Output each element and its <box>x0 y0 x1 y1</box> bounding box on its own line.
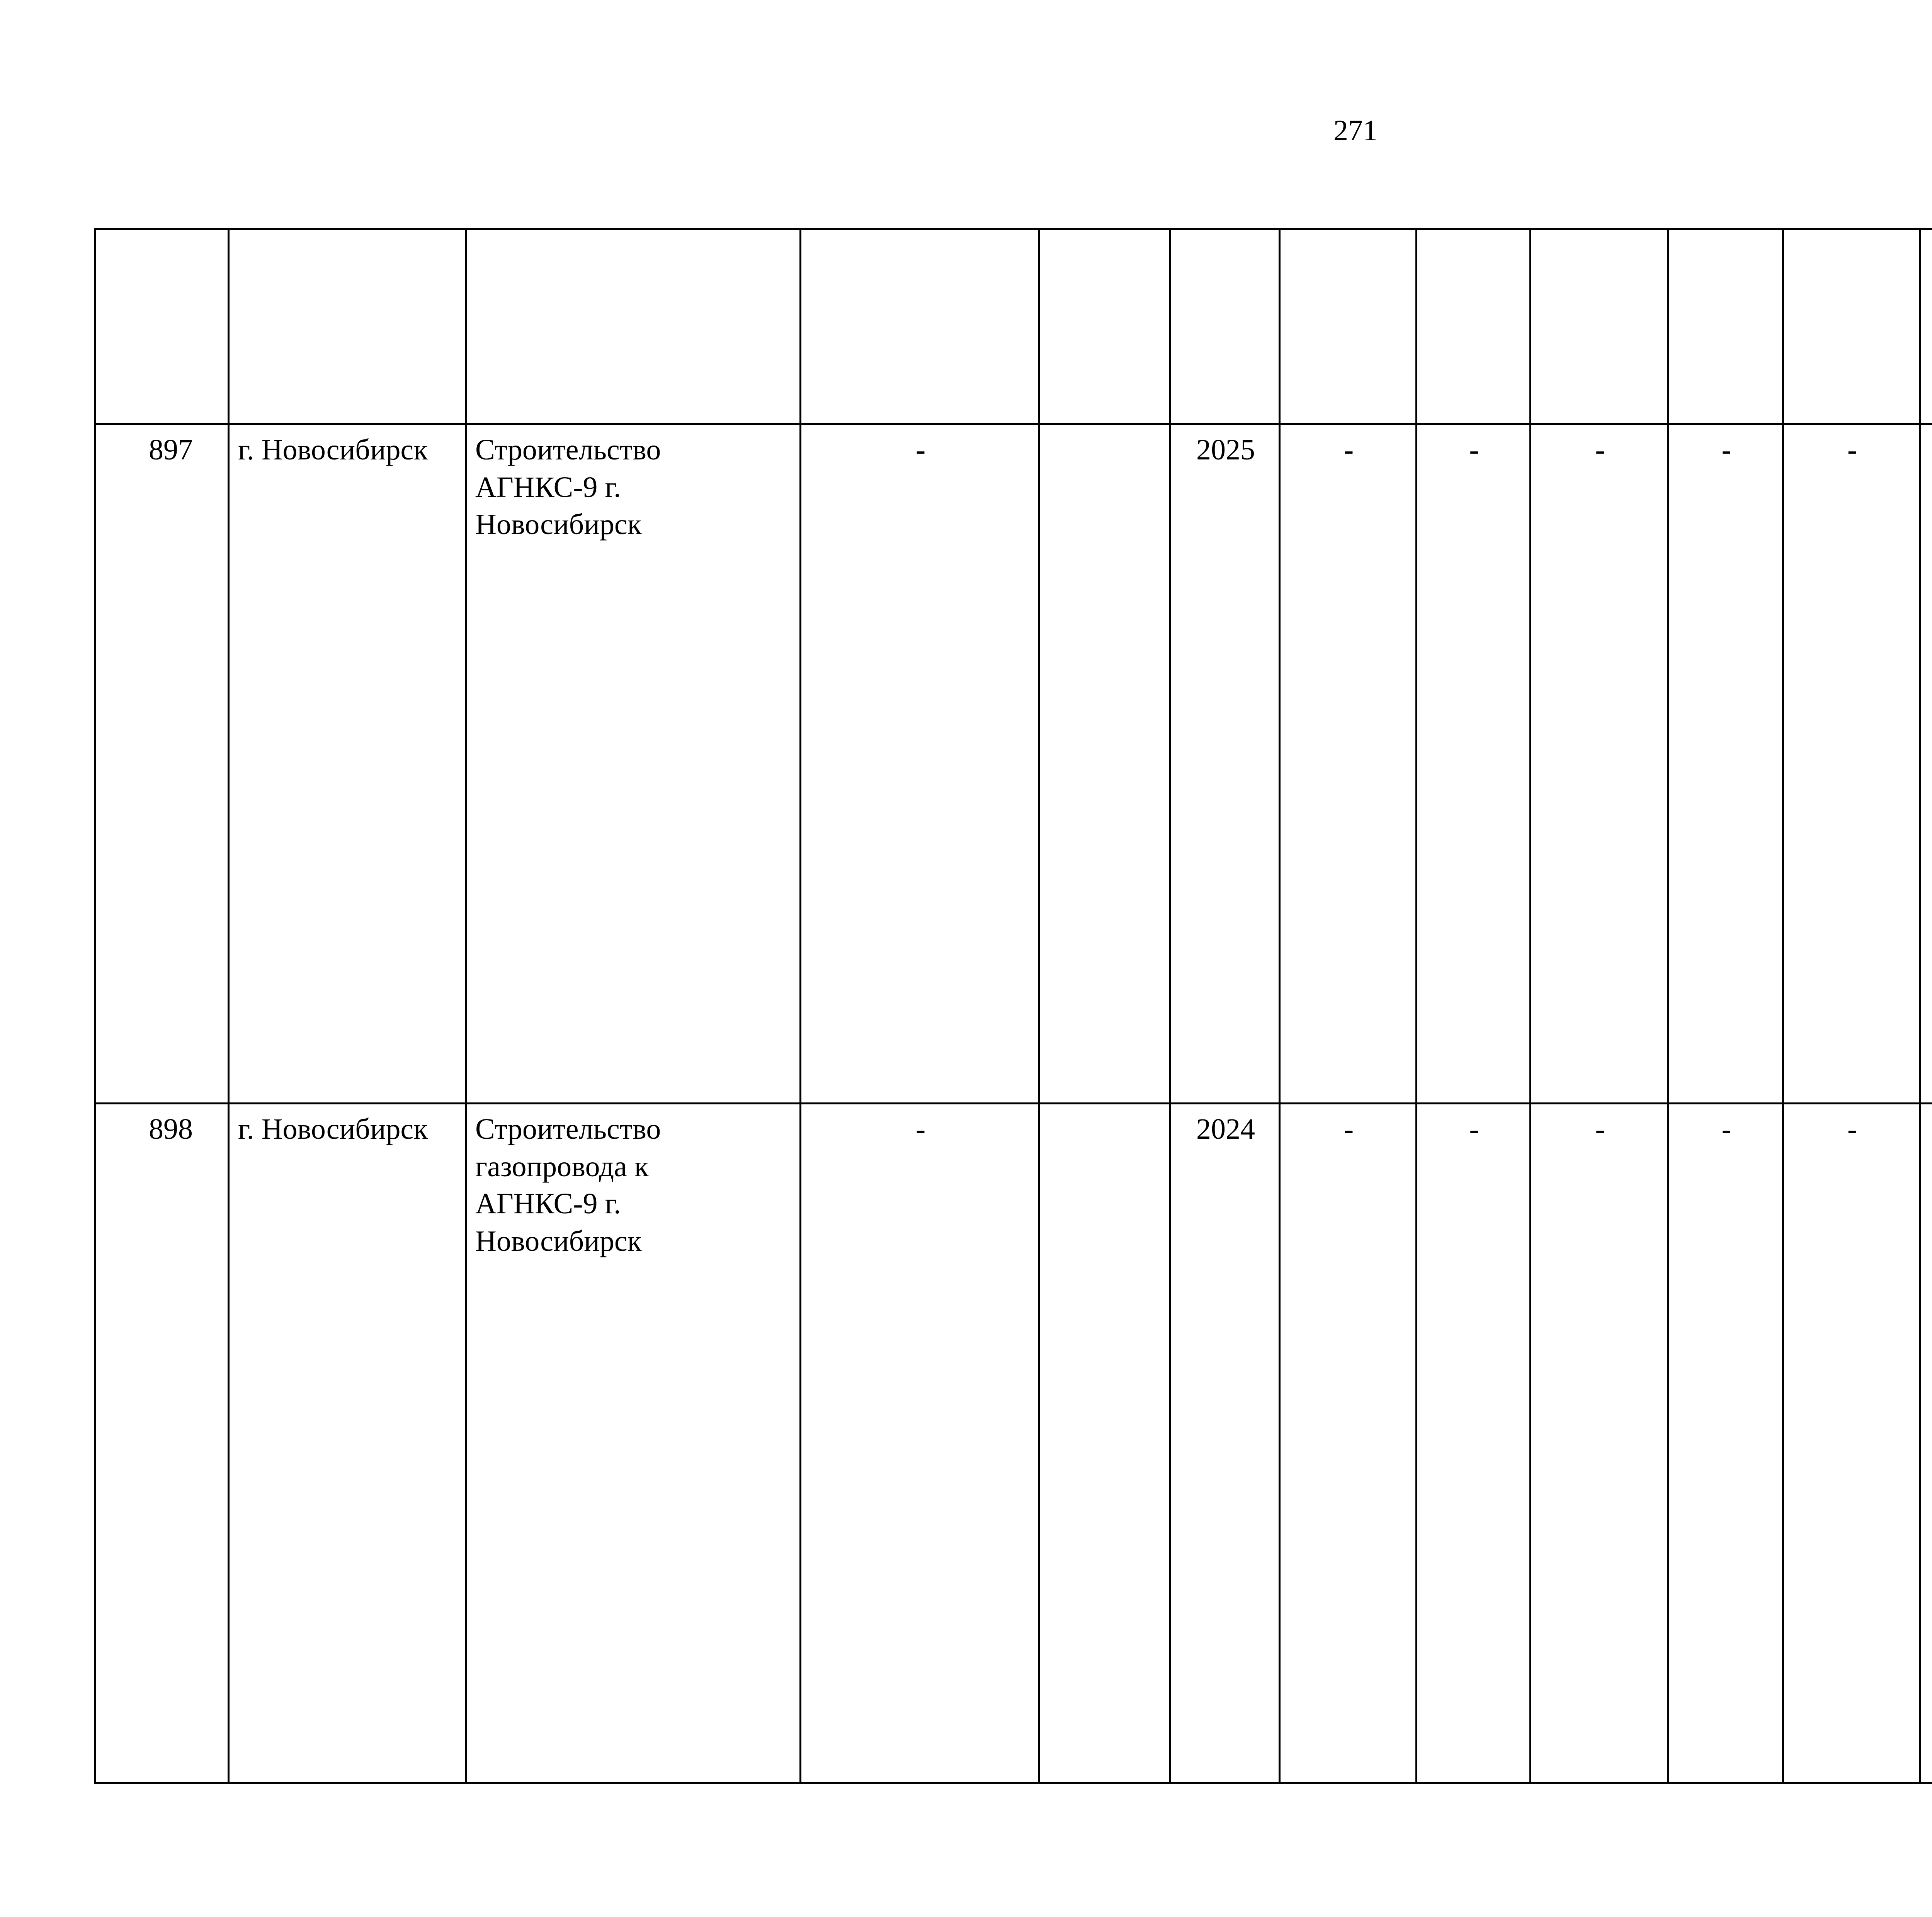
cell-name <box>466 229 801 424</box>
org-line <box>1929 469 1932 506</box>
name-line: Новосибирск <box>475 508 642 541</box>
cell-city: г. Новосибирск <box>229 424 466 1104</box>
cell-d4 <box>1668 229 1783 424</box>
name-line: Строительство <box>475 434 661 466</box>
cell-d3 <box>1531 229 1668 424</box>
cell-col4: - <box>801 424 1039 1104</box>
cell-year <box>1170 229 1280 424</box>
cell-name <box>466 1104 801 1783</box>
cell-col4 <box>801 229 1039 424</box>
org-line <box>1929 1111 1932 1148</box>
cell-d5 <box>1783 229 1920 424</box>
name-line: АГНКС-9 г. <box>475 1187 621 1220</box>
data-table <box>94 228 1932 1784</box>
cell-org <box>1920 229 1932 424</box>
cell-city: г. Новосибирск <box>229 1104 466 1783</box>
name-line: АГНКС-9 г. <box>475 471 621 503</box>
table-row <box>95 1104 1932 1783</box>
cell-year: 2024 <box>1170 1104 1280 1783</box>
org-line <box>1929 506 1932 543</box>
cell-d4: - <box>1668 424 1783 1104</box>
cell-num: 898 <box>95 1104 229 1783</box>
continuation-row <box>95 229 1932 424</box>
cell-d4: - <box>1668 1104 1783 1783</box>
org-line <box>1929 1148 1932 1186</box>
cell-org <box>1920 1104 1932 1783</box>
cell-d5: - <box>1783 424 1920 1104</box>
org-line <box>1929 431 1932 469</box>
cell-d2 <box>1417 229 1531 424</box>
name-line: Строительство <box>475 1113 661 1145</box>
cell-col5 <box>1039 1104 1170 1783</box>
cell-col5 <box>1039 424 1170 1104</box>
cell-d3: - <box>1531 1104 1668 1783</box>
cell-num <box>95 229 229 424</box>
cell-d1: - <box>1280 1104 1417 1783</box>
cell-d1: - <box>1280 424 1417 1104</box>
cell-city <box>229 229 466 424</box>
table-row <box>95 424 1932 1104</box>
cell-num: 897 <box>95 424 229 1104</box>
cell-col5 <box>1039 229 1170 424</box>
cell-col4: - <box>801 1104 1039 1783</box>
name-line: Новосибирск <box>475 1225 642 1257</box>
cell-d2: - <box>1417 424 1531 1104</box>
cell-name <box>466 424 801 1104</box>
cell-org <box>1920 424 1932 1104</box>
page-number: 271 <box>1333 114 1378 147</box>
cell-d1 <box>1280 229 1417 424</box>
cell-d5: - <box>1783 1104 1920 1783</box>
cell-year: 2025 <box>1170 424 1280 1104</box>
cell-d3: - <box>1531 424 1668 1104</box>
cell-d2: - <box>1417 1104 1531 1783</box>
name-line: газопровода к <box>475 1150 649 1183</box>
